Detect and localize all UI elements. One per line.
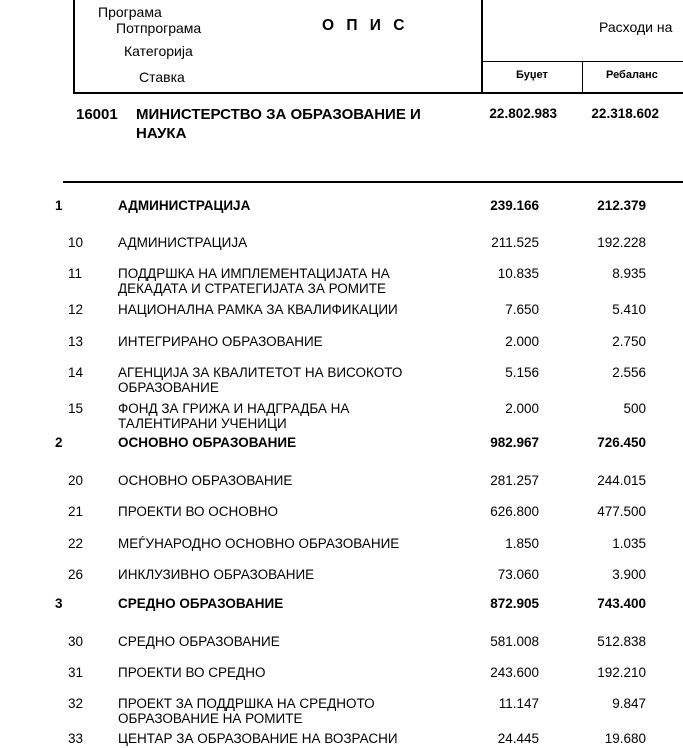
row-rebalance: 512.838 [597,634,646,649]
row-rebalance: 19.680 [604,731,646,746]
row-rebalance: 3.900 [612,567,646,582]
header-item-label: Ставка [139,69,185,85]
row-budget: 24.445 [497,731,539,746]
header-expenses-label: Расходи на [599,19,673,35]
row-description: ИНТЕГРИРАНО ОБРАЗОВАНИЕ [118,334,323,349]
row-rebalance: 2.750 [612,334,646,349]
row-rebalance: 9.847 [612,696,646,711]
row-code: 33 [68,731,84,746]
row-description-line2: ОБРАЗОВАНИЕ [118,380,219,395]
row-description: АДМИНИСТРАЦИЈА [118,198,251,213]
row-code: 30 [68,634,84,649]
row-budget: 281.257 [490,473,539,488]
row-budget: 872.905 [490,596,539,611]
row-description: НАЦИОНАЛНА РАМКА ЗА КВАЛИФИКАЦИИ [118,302,398,317]
row-code: 21 [68,504,84,519]
row-budget: 2.000 [505,401,539,416]
row-code: 11 [68,266,83,281]
row-budget: 626.800 [490,504,539,519]
row-rebalance: 477.500 [597,504,646,519]
row-code: 14 [68,365,84,380]
ministry-budget: 22.802.983 [489,106,557,121]
row-description: ОСНОВНО ОБРАЗОВАНИЕ [118,435,297,450]
row-description: ПОДДРШКА НА ИМПЛЕМЕНТАЦИЈАТА НА [118,266,390,281]
row-description: ОСНОВНО ОБРАЗОВАНИЕ [118,473,293,488]
row-code: 12 [68,302,84,317]
row-rebalance: 5.410 [612,302,646,317]
ministry-code: 16001 [76,106,118,123]
row-rebalance: 8.935 [612,266,646,281]
row-description: АДМИНИСТРАЦИЈА [118,235,248,250]
row-description-line2: ОБРАЗОВАНИЕ НА РОМИТЕ [118,711,303,726]
row-rebalance: 212.379 [597,198,646,213]
row-description: ПРОЕКТ ЗА ПОДДРШКА НА СРЕДНОТО [118,696,375,711]
ministry-name-line2: НАУКА [136,125,187,142]
row-description: ПРОЕКТИ ВО ОСНОВНО [118,504,279,519]
row-description: ПРОЕКТИ ВО СРЕДНО [118,665,266,680]
row-rebalance: 192.210 [597,665,646,680]
row-rebalance: 1.035 [612,536,646,551]
row-budget: 581.008 [490,634,539,649]
column-header-rebalance: Ребаланс [606,69,658,81]
row-rebalance: 726.450 [597,435,646,450]
row-budget: 243.600 [490,665,539,680]
row-description: СРЕДНО ОБРАЗОВАНИЕ [118,596,284,611]
row-rebalance: 2.556 [612,365,646,380]
row-description-line2: ДЕКАДАТА И СТРАТЕГИЈАТА ЗА РОМИТЕ [118,281,386,296]
row-description: МЕЃУНАРОДНО ОСНОВНО ОБРАЗОВАНИЕ [118,536,400,551]
header-category-label: Категорија [124,43,193,59]
row-budget: 239.166 [490,198,539,213]
ministry-name-line1: МИНИСТЕРСТВО ЗА ОБРАЗОВАНИЕ И [136,106,421,123]
row-code: 31 [68,665,84,680]
row-code: 13 [68,334,84,349]
row-description: АГЕНЦИЈА ЗА КВАЛИТЕТОТ НА ВИСОКОТО [118,365,403,380]
header-subprogram-label: Потпрограма [116,20,202,36]
row-rebalance: 244.015 [597,473,646,488]
row-rebalance: 743.400 [597,596,646,611]
row-budget: 73.060 [497,567,539,582]
row-description: ИНКЛУЗИВНО ОБРАЗОВАНИЕ [118,567,315,582]
ministry-rebalance: 22.318.602 [591,106,659,121]
row-budget: 2.000 [505,334,539,349]
row-description: ЦЕНТАР ЗА ОБРАЗОВАНИЕ НА ВОЗРАСНИ [118,731,398,746]
row-code: 15 [68,401,84,416]
row-budget: 11.147 [498,696,539,711]
column-header-budget: Буџет [516,69,548,81]
row-budget: 1.850 [505,536,539,551]
header-title: О П И С [322,17,409,34]
row-description: ФОНД ЗА ГРИЖА И НАДГРАДБА НА [118,401,350,416]
row-rebalance: 500 [623,401,646,416]
row-budget: 5.156 [505,365,539,380]
row-code: 32 [68,696,84,711]
row-code: 10 [68,235,84,250]
row-code: 20 [68,473,84,488]
row-budget: 7.650 [505,302,539,317]
row-code: 1 [55,198,63,213]
row-code: 22 [68,536,84,551]
row-description-line2: ТАЛЕНТИРАНИ УЧЕНИЦИ [118,416,287,431]
header-program-label: Програма [98,4,162,20]
row-rebalance: 192.228 [597,235,646,250]
row-budget: 211.525 [491,235,539,250]
row-budget: 10.835 [497,266,539,281]
row-description: СРЕДНО ОБРАЗОВАНИЕ [118,634,280,649]
row-code: 2 [55,435,63,450]
row-budget: 982.967 [490,435,539,450]
row-code: 3 [55,596,63,611]
row-code: 26 [68,567,84,582]
